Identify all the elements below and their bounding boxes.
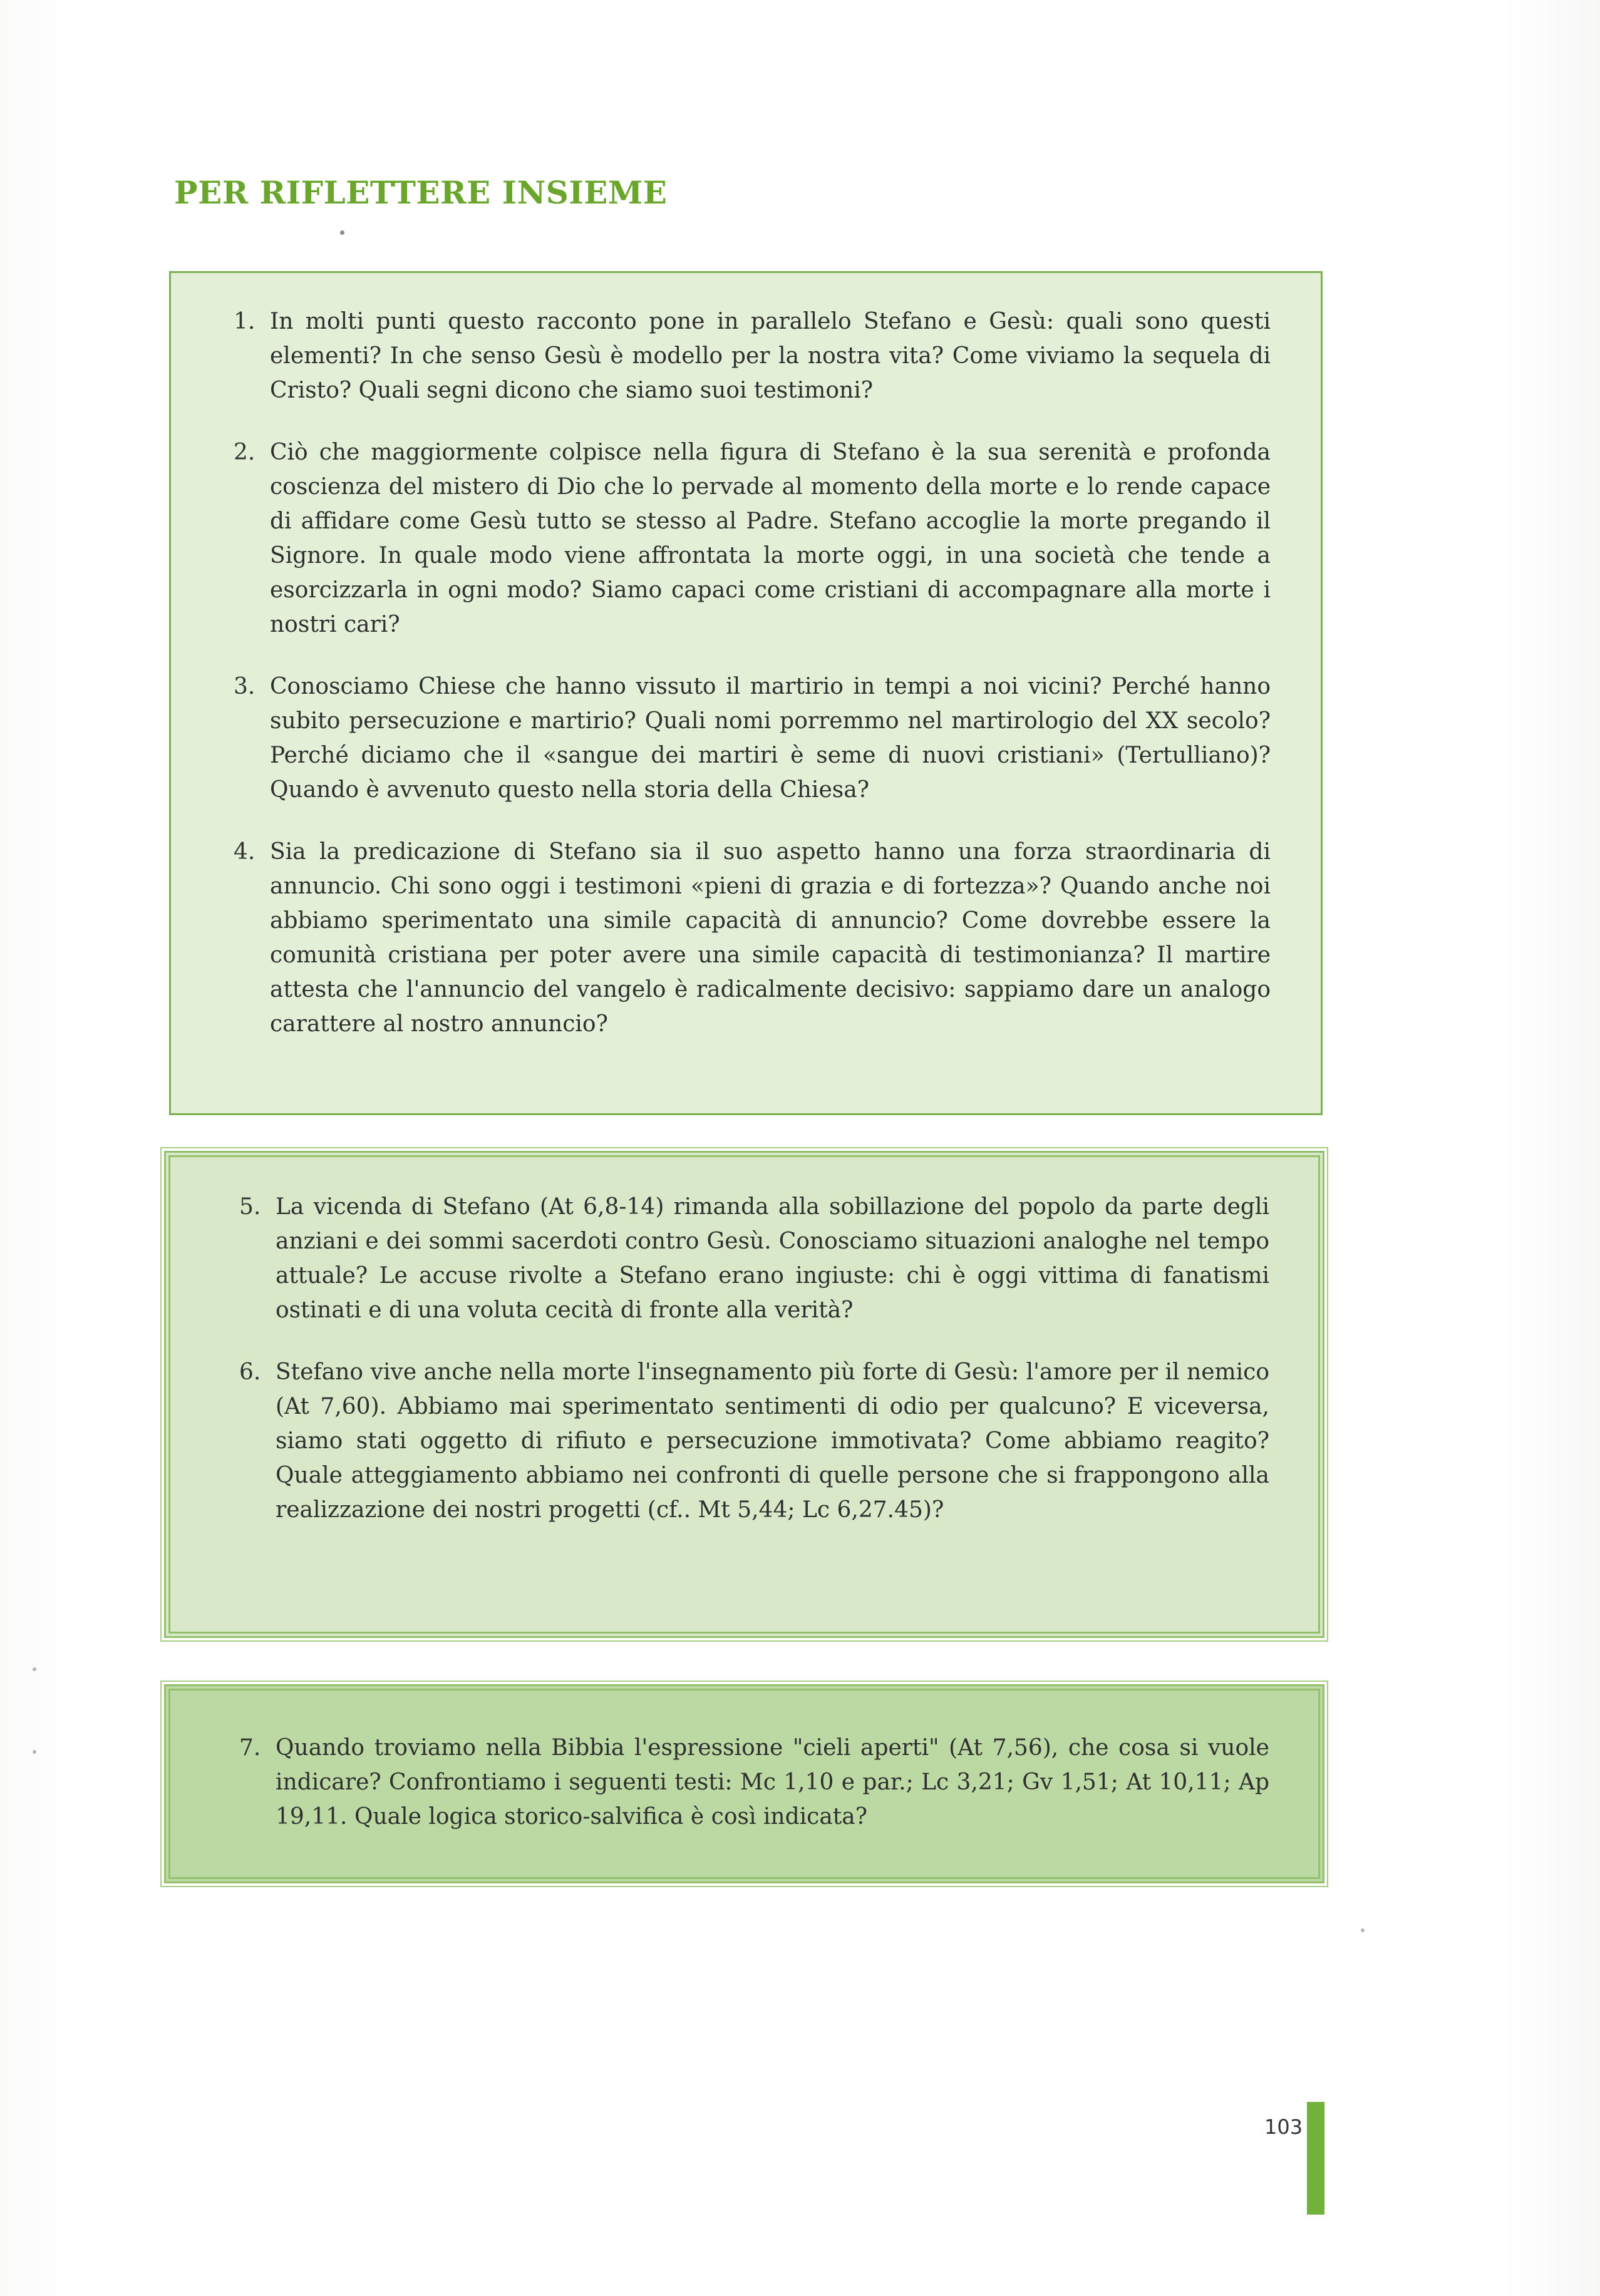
decorative-dot [340,230,344,235]
margin-mark [33,1750,36,1754]
question-number: 5. [239,1194,261,1220]
question-item [234,435,1271,642]
questions-list-2 [239,1190,1269,1527]
question-number: 7. [239,1735,261,1761]
page-number-bar [1307,2102,1324,2215]
question-number: 2. [234,440,255,465]
question-text: Stefano vive anche nella morte l'insegnamento più forte di Gesù: l'amore per il nemico (At 7,60). Abbiamo mai sperimentato sentimenti di odio per qualcuno? E viceversa, siamo stati oggetto di rifiuto e persecuzione immotivata? Come abbiamo reagito? Quale atteggiamento abbiamo nei confronti di quelle persone che si frappongono alla realizzazione dei nostri progetti (cf.. Mt 5,44; Lc 6,27.45)? [276,1359,1269,1523]
question-text: Sia la predicazione di Stefano sia il suo aspetto hanno una forza straordinaria di annuncio. Chi sono oggi i testimoni «pieni di grazia e di fortezza»? Quando anche noi abbiamo sperimentato una simile capacità di annuncio? Come dovrebbe essere la comunità cristiana per poter avere una simile capacità di testimonianza? Il martire attesta che l'annuncio del vangelo è radicalmente decisivo: sappiamo dare un analogo carattere al nostro annuncio? [270,839,1271,1037]
questions-list-1 [234,304,1271,1041]
question-number: 1. [234,309,255,334]
page-number: 103 [1264,2115,1303,2139]
question-item [234,304,1271,408]
questions-box-3 [164,1684,1324,1883]
question-number: 6. [239,1359,261,1385]
question-text: La vicenda di Stefano (At 6,8-14) rimanda alla sobillazione del popolo da parte degli anziani e dei sommi sacerdoti contro Gesù. Conosciamo situazioni analoghe nel tempo attuale? Le accuse rivolte a Stefano erano ingiuste: chi è oggi vittima di fanatismi ostinati e di una voluta cecità di fronte alla verità? [276,1194,1269,1323]
question-item [234,835,1271,1041]
questions-box-2 [164,1151,1324,1638]
question-text: In molti punti questo racconto pone in parallelo Stefano e Gesù: quali sono questi elementi? In che senso Gesù è modello per la nostra vita? Come viviamo la sequela di Cristo? Quali segni dicono che siamo suoi testimoni? [270,309,1271,403]
question-number: 4. [234,839,255,865]
question-item [239,1190,1269,1327]
question-text: Ciò che maggiormente colpisce nella figura di Stefano è la sua serenità e profonda coscienza del mistero di Dio che lo pervade al momento della morte e lo rende capace di affidare come Gesù tutto se stesso al Padre. Stefano accoglie la morte pregando il Signore. In quale modo viene affrontata la morte oggi, in una società che tende a esorcizzarla in ogni modo? Siamo capaci come cristiani di accompagnare alla morte i nostri cari? [270,440,1271,637]
question-number: 3. [234,674,255,699]
question-text: Conosciamo Chiese che hanno vissuto il martirio in tempi a noi vicini? Perché hanno subito persecuzione e martirio? Quali nomi porremmo nel martirologio del XX secolo? Perché diciamo che il «sangue dei martiri è seme di nuovi cristiani» (Tertulliano)? Quando è avvenuto questo nella storia della Chiesa? [270,674,1271,803]
question-item [239,1355,1269,1527]
question-item [234,669,1271,807]
section-title: PER RIFLETTERE INSIEME [174,174,668,211]
question-text: Quando troviamo nella Bibbia l'espressione "cieli aperti" (At 7,56), che cosa si vuole indicare? Confrontiamo i seguenti testi: Mc 1,10 e par.; Lc 3,21; Gv 1,51; At 10,11; Ap 19,11. Quale logica storico-salvifica è così indicata? [276,1735,1269,1830]
questions-box-1 [169,271,1323,1115]
margin-mark [1361,1928,1365,1932]
question-item [239,1731,1269,1834]
questions-list-3 [239,1731,1269,1834]
margin-mark [33,1667,36,1671]
